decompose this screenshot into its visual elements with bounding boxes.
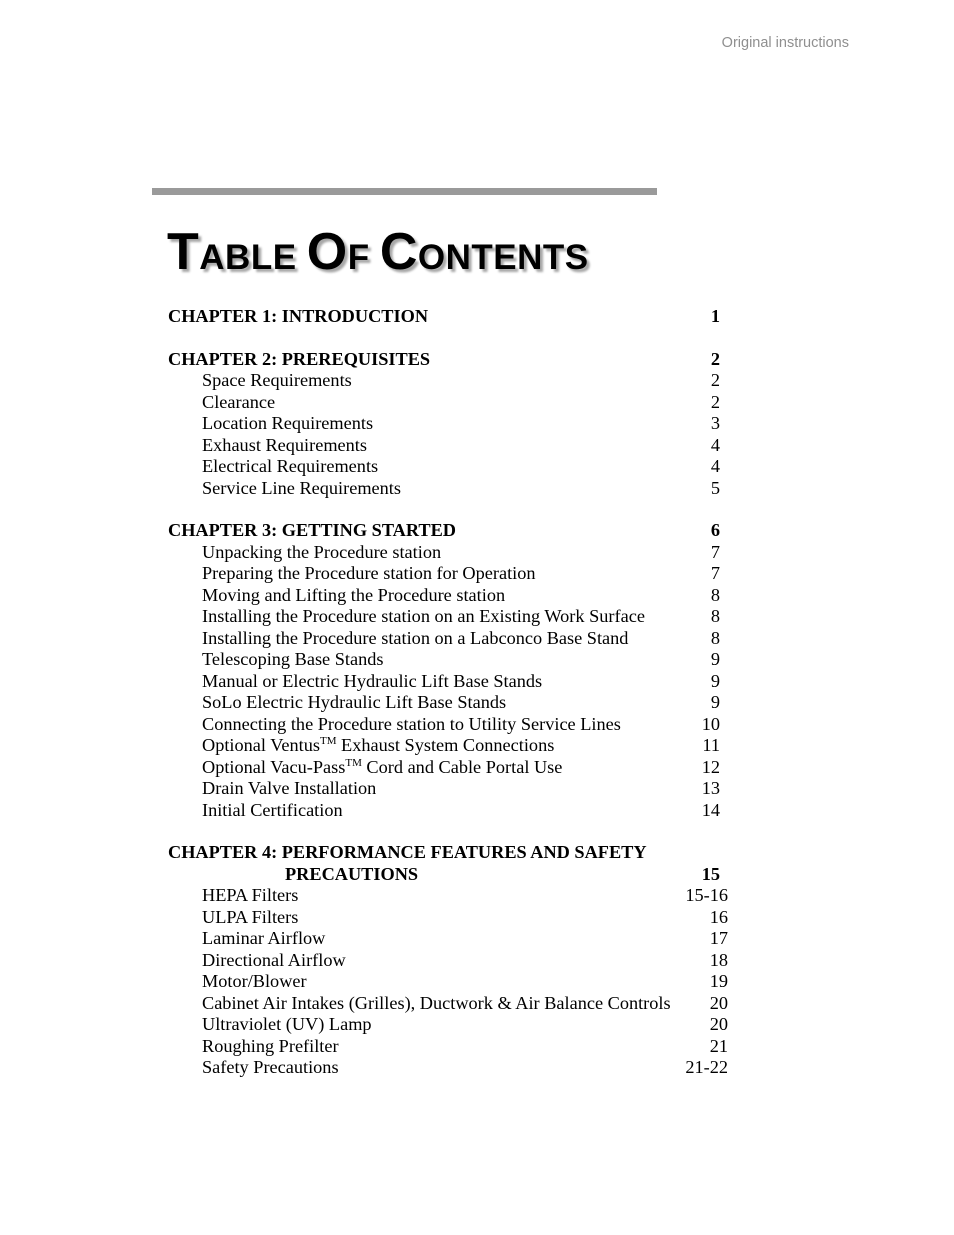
page-title: TABLE OF CONTENTS — [167, 223, 589, 281]
entry-label: SoLo Electric Hydraulic Lift Base Stands — [202, 692, 507, 712]
toc-entry[interactable] — [168, 563, 728, 585]
toc-entry[interactable] — [168, 757, 728, 779]
entry-page: 8 — [710, 606, 720, 626]
toc-entry[interactable] — [168, 456, 728, 478]
toc-entry[interactable] — [168, 885, 728, 907]
toc-entry[interactable] — [168, 649, 728, 671]
toc-entry[interactable] — [168, 800, 728, 822]
entry-page: 20 — [709, 992, 728, 1013]
toc-entry[interactable] — [168, 478, 728, 500]
toc-entry[interactable] — [168, 628, 728, 650]
toc-entry[interactable] — [168, 435, 728, 457]
chapter-4 — [168, 842, 728, 1079]
chapter-2-title: CHAPTER 2: PREREQUISITES — [168, 348, 431, 369]
chapter-1-title: CHAPTER 1: INTRODUCTION — [168, 306, 429, 326]
chapter-1-page: 1 — [710, 306, 720, 326]
toc-entry[interactable] — [168, 585, 728, 607]
title-rule — [152, 188, 657, 195]
entry-label: Directional Airflow — [202, 949, 346, 970]
entry-label: ULPA Filters — [202, 906, 299, 927]
entry-label: Laminar Airflow — [202, 928, 326, 948]
entry-page: 21 — [709, 1035, 728, 1056]
entry-page: 12 — [701, 756, 720, 777]
chapter-4-heading-continued[interactable] — [168, 864, 728, 886]
entry-page: 3 — [710, 413, 720, 433]
toc-entry[interactable] — [168, 950, 728, 972]
toc-entry[interactable] — [168, 392, 728, 414]
entry-page: 9 — [710, 649, 720, 669]
chapter-2-heading[interactable] — [168, 349, 728, 371]
entry-label: Initial Certification — [202, 799, 343, 820]
toc-entry[interactable] — [168, 370, 728, 392]
entry-label: Clearance — [202, 391, 276, 412]
entry-label: Ultraviolet (UV) Lamp — [202, 1014, 372, 1034]
entry-label: Service Line Requirements — [202, 477, 401, 498]
entry-page: 18 — [709, 949, 728, 970]
entry-page: 4 — [710, 434, 720, 455]
entry-label: Installing the Procedure station on an Existing Work Surface — [202, 606, 645, 626]
toc-entry[interactable] — [168, 735, 728, 757]
entry-label: Telescoping Base Stands — [202, 649, 384, 669]
table-of-contents — [168, 306, 728, 1100]
chapter-2-page: 2 — [710, 348, 720, 369]
entry-label: Location Requirements — [202, 413, 374, 433]
toc-entry[interactable] — [168, 928, 728, 950]
entry-page: 8 — [710, 627, 720, 648]
entry-page: 5 — [710, 477, 720, 498]
entry-label: Space Requirements — [202, 370, 352, 390]
chapter-4-title: CHAPTER 4: PERFORMANCE FEATURES AND SAFETY — [168, 842, 647, 862]
toc-entry[interactable] — [168, 971, 728, 993]
entry-label: Optional Vacu-Pass™ Cord and Cable Portal Use — [202, 756, 563, 777]
chapter-4-page: 15 — [701, 863, 720, 884]
toc-entry[interactable] — [168, 993, 728, 1015]
entry-page: 21-22 — [685, 1057, 728, 1077]
trademark-mark: TM — [319, 734, 337, 747]
entry-label: Unpacking the Procedure station — [202, 541, 442, 562]
chapter-3-heading[interactable] — [168, 520, 728, 542]
entry-label: Optional Ventus™ Exhaust System Connections — [202, 734, 555, 755]
entry-label: Motor/Blower — [202, 971, 307, 991]
entry-page: 10 — [701, 713, 720, 734]
entry-page: 2 — [710, 391, 720, 412]
entry-label: Exhaust Requirements — [202, 434, 368, 455]
entry-label: Electrical Requirements — [202, 456, 379, 476]
toc-entry[interactable] — [168, 413, 728, 435]
entry-label: Moving and Lifting the Procedure station — [202, 584, 506, 605]
entry-page: 17 — [709, 928, 728, 948]
chapter-4-heading[interactable] — [168, 842, 728, 864]
entry-label: Installing the Procedure station on a Labconco Base Stand — [202, 627, 629, 648]
entry-page: 14 — [701, 799, 720, 820]
entry-page: 9 — [710, 670, 720, 691]
entry-label: Roughing Prefilter — [202, 1035, 339, 1056]
chapter-3-page: 6 — [710, 520, 720, 540]
original-instructions-note: Original instructions — [721, 35, 849, 51]
entry-page: 11 — [702, 735, 720, 755]
entry-page: 13 — [701, 778, 720, 798]
toc-entry[interactable] — [168, 671, 728, 693]
entry-label: Connecting the Procedure station to Utility Service Lines — [202, 713, 621, 734]
entry-page: 7 — [710, 563, 720, 583]
chapter-1 — [168, 306, 728, 328]
entry-label: Manual or Electric Hydraulic Lift Base Stands — [202, 670, 543, 691]
entry-label: HEPA Filters — [202, 885, 299, 905]
toc-entry[interactable] — [168, 1057, 728, 1079]
toc-entry[interactable] — [168, 1036, 728, 1058]
entry-label: Preparing the Procedure station for Operation — [202, 563, 536, 583]
entry-label: Drain Valve Installation — [202, 778, 377, 798]
chapter-1-heading[interactable] — [168, 306, 728, 328]
entry-page: 8 — [710, 584, 720, 605]
chapter-3-title: CHAPTER 3: GETTING STARTED — [168, 520, 457, 540]
chapter-2 — [168, 349, 728, 500]
entry-page: 2 — [710, 370, 720, 390]
toc-entry[interactable] — [168, 692, 728, 714]
entry-label: Safety Precautions — [202, 1057, 339, 1077]
toc-entry[interactable] — [168, 1014, 728, 1036]
entry-page: 20 — [709, 1014, 728, 1034]
entry-page: 19 — [709, 971, 728, 991]
chapter-4-title-cont: PRECAUTIONS — [285, 863, 419, 884]
toc-entry[interactable] — [168, 778, 728, 800]
entry-page: 4 — [710, 456, 720, 476]
toc-entry[interactable] — [168, 542, 728, 564]
trademark-mark: TM — [345, 756, 362, 769]
entry-label: Cabinet Air Intakes (Grilles), Ductwork & Air Balance Controls — [202, 992, 671, 1013]
entry-page: 9 — [710, 692, 720, 712]
entry-page: 15-16 — [685, 885, 728, 905]
toc-entry[interactable] — [168, 714, 728, 736]
entry-page: 7 — [710, 541, 720, 562]
entry-page: 16 — [709, 906, 728, 927]
toc-entry[interactable] — [168, 907, 728, 929]
toc-entry[interactable] — [168, 606, 728, 628]
chapter-3 — [168, 520, 728, 821]
